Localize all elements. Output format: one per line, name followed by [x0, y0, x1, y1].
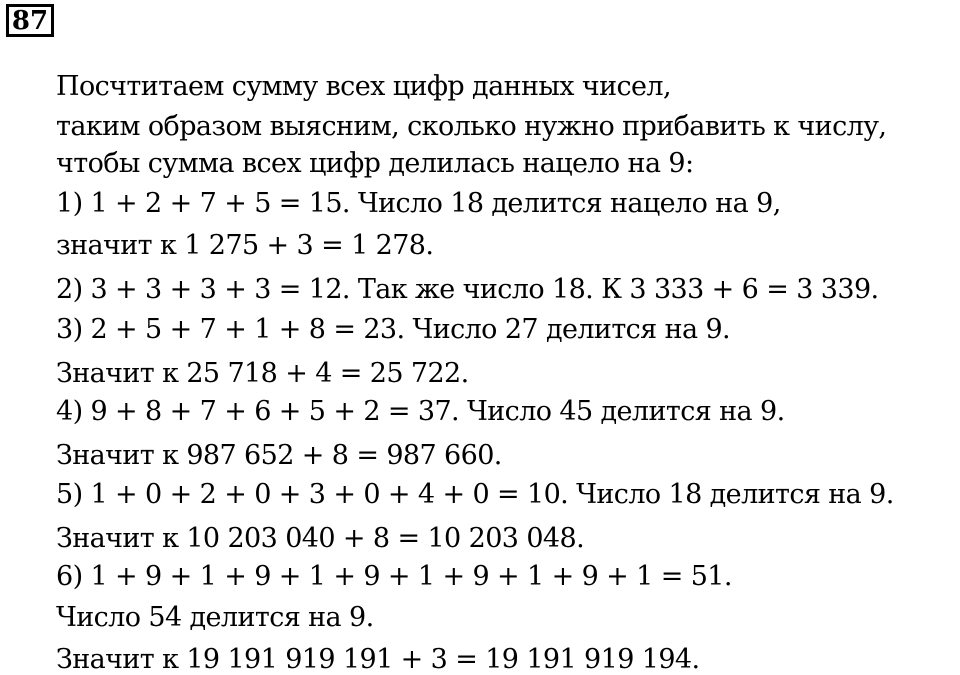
solution-2-line-1: 2) 3 + 3 + 3 + 3 = 12. Так же число 18. К 3 333 + 6 = 3 339. [56, 274, 879, 305]
solution-3-line-2: Значит к 25 718 + 4 = 25 722. [56, 358, 469, 389]
solution-5-line-1: 5) 1 + 0 + 2 + 0 + 3 + 0 + 4 + 0 = 10. Число 18 делится на 9. [56, 479, 894, 510]
solution-5-line-2: Значит к 10 203 040 + 8 = 10 203 048. [56, 523, 585, 554]
problem-number-badge: 87 [6, 4, 54, 37]
intro-line-2: таким образом выясним, сколько нужно прибавить к числу, [56, 111, 887, 142]
solution-3-line-1: 3) 2 + 5 + 7 + 1 + 8 = 23. Число 27 делится на 9. [56, 314, 731, 345]
solution-1-line-1: 1) 1 + 2 + 7 + 5 = 15. Число 18 делится нацело на 9, [56, 188, 781, 219]
solution-6-line-2: Число 54 делится на 9. [56, 602, 374, 633]
solution-4-line-1: 4) 9 + 8 + 7 + 6 + 5 + 2 = 37. Число 45 делится на 9. [56, 396, 785, 427]
solution-6-line-1: 6) 1 + 9 + 1 + 9 + 1 + 9 + 1 + 9 + 1 + 9 + 1 = 51. [56, 561, 732, 592]
intro-line-3: чтобы сумма всех цифр делилась нацело на 9: [56, 148, 694, 179]
solution-1-line-2: значит к 1 275 + 3 = 1 278. [56, 230, 434, 261]
solution-6-line-3: Значит к 19 191 919 191 + 3 = 19 191 919 194. [56, 644, 700, 675]
intro-line-1: Посчтитаем сумму всех цифр данных чисел, [56, 71, 671, 102]
solution-4-line-2: Значит к 987 652 + 8 = 987 660. [56, 440, 502, 471]
